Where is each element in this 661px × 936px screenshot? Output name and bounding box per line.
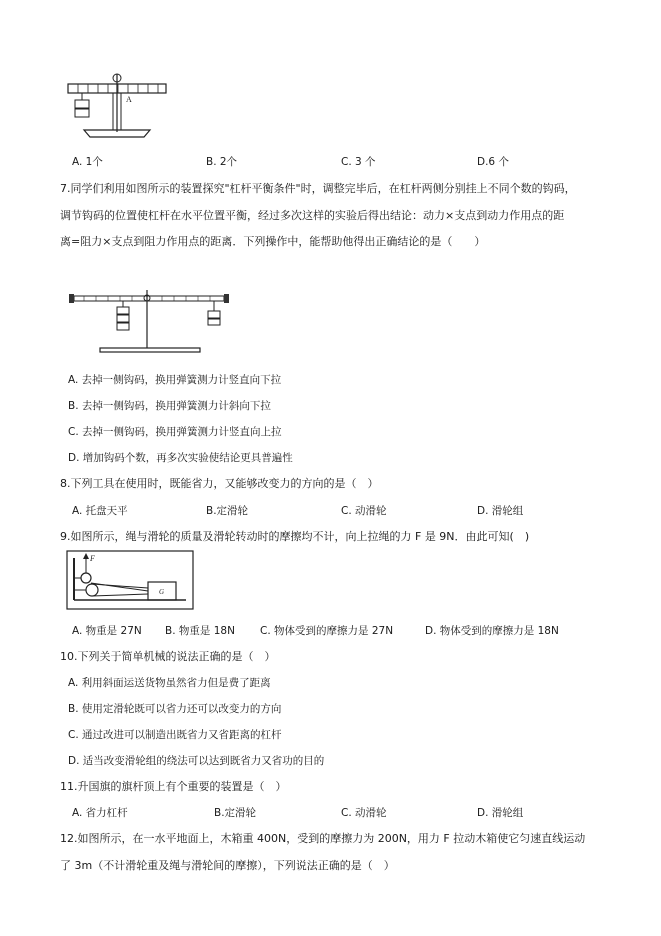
q7-option-d[interactable]: D. 增加钩码个数，再多次实验使结论更具普遍性 xyxy=(68,452,293,464)
q6-option-b[interactable]: B. 2个 xyxy=(206,156,238,168)
q10-option-d[interactable]: D. 适当改变滑轮组的绕法可以达到既省力又省功的目的 xyxy=(68,755,325,767)
q7-stem-line-1: 7.同学们利用如图所示的装置探究"杠杆平衡条件"时，调整完毕后，在杠杆两侧分别挂上不同个数的钩码， xyxy=(60,182,576,195)
q9-stem: 9.如图所示，绳与滑轮的质量及滑轮转动时的摩擦均不计，向上拉绳的力 F 是 9N．由此可知( ) xyxy=(60,530,530,543)
q6-option-d[interactable]: D.6 个 xyxy=(477,156,509,168)
fig-box-label: G xyxy=(159,588,165,596)
q7-stem-line-2: 调节钩码的位置使杠杆在水平位置平衡，经过多次这样的实验后得出结论：动力×支点到动力作用点的距 xyxy=(60,209,565,222)
fig-force-label: F xyxy=(90,554,95,563)
q11-option-c[interactable]: C. 动滑轮 xyxy=(341,807,387,819)
q7-option-c[interactable]: C. 去掉一侧钩码，换用弹簧测力计竖直向上拉 xyxy=(68,426,282,438)
q8-option-b[interactable]: B.定滑轮 xyxy=(206,505,249,517)
q10-option-c[interactable]: C. 通过改进可以制造出既省力又省距离的杠杆 xyxy=(68,729,282,741)
lever-figure-q6 xyxy=(62,72,172,144)
q8-option-c[interactable]: C. 动滑轮 xyxy=(341,505,387,517)
q8-stem: 8.下列工具在使用时，既能省力，又能够改变力的方向的是（ ） xyxy=(60,477,379,490)
q11-option-a[interactable]: A. 省力杠杆 xyxy=(72,807,128,819)
q10-option-b[interactable]: B. 使用定滑轮既可以省力还可以改变力的方向 xyxy=(68,703,282,715)
q12-stem-line-2: 了 3m（不计滑轮重及绳与滑轮间的摩擦），下列说法正确的是（ ） xyxy=(60,859,395,872)
q11-stem: 11.升国旗的旗杆顶上有个重要的装置是（ ） xyxy=(60,780,287,793)
q10-stem: 10.下列关于简单机械的说法正确的是（ ） xyxy=(60,650,276,663)
lever-stand-figure-q7 xyxy=(66,288,236,358)
q10-option-a[interactable]: A. 利用斜面运送货物虽然省力但是费了距离 xyxy=(68,677,271,689)
q9-option-d[interactable]: D. 物体受到的摩擦力是 18N xyxy=(425,625,559,637)
q9-option-a[interactable]: A. 物重是 27N xyxy=(72,625,142,637)
pulley-figure-q9 xyxy=(66,550,196,612)
q6-option-a[interactable]: A. 1个 xyxy=(72,156,103,168)
q11-option-d[interactable]: D. 滑轮组 xyxy=(477,807,524,819)
fig-label-A: A xyxy=(126,95,132,104)
q6-option-c[interactable]: C. 3 个 xyxy=(341,156,376,168)
q11-option-b[interactable]: B.定滑轮 xyxy=(214,807,257,819)
q12-stem-line-1: 12.如图所示，在一水平地面上，木箱重 400N，受到的摩擦力为 200N，用力 F 拉动木箱使它匀速直线运动 xyxy=(60,832,586,845)
q7-stem-line-3: 离=阻力×支点到阻力作用点的距离．下列操作中，能帮助他得出正确结论的是（ ） xyxy=(60,235,486,248)
q7-option-a[interactable]: A. 去掉一侧钩码，换用弹簧测力计竖直向下拉 xyxy=(68,374,282,386)
q9-option-b[interactable]: B. 物重是 18N xyxy=(165,625,235,637)
q9-option-c[interactable]: C. 物体受到的摩擦力是 27N xyxy=(260,625,394,637)
q7-option-b[interactable]: B. 去掉一侧钩码，换用弹簧测力计斜向下拉 xyxy=(68,400,271,412)
q8-option-d[interactable]: D. 滑轮组 xyxy=(477,505,524,517)
q8-option-a[interactable]: A. 托盘天平 xyxy=(72,505,128,517)
